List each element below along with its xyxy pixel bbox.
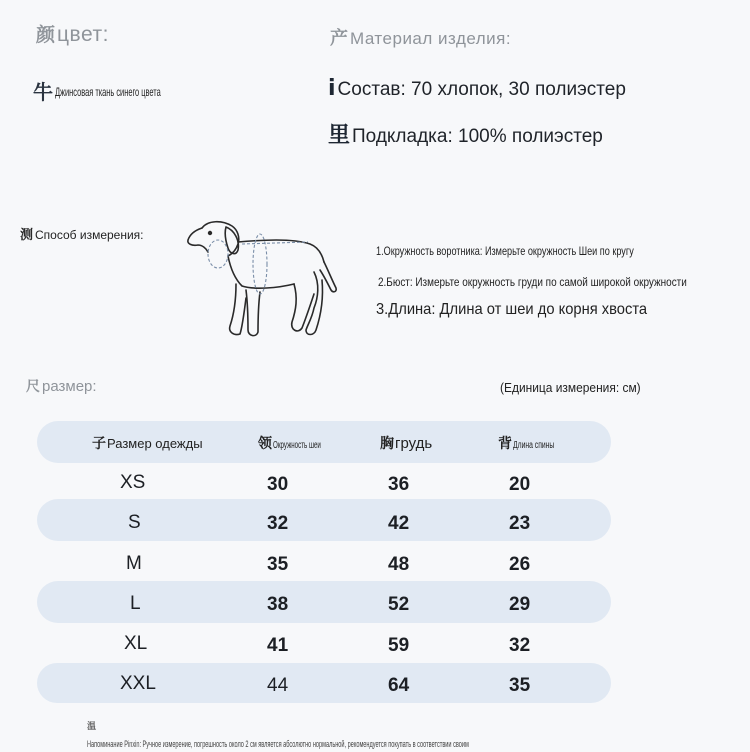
cell-neck: 41 <box>267 635 289 656</box>
color-item <box>33 76 225 105</box>
cell-size: XS <box>120 472 146 493</box>
measure-note-2: 2.Бюст: Измерьте окружность груди по самой широкой окружности <box>378 275 687 289</box>
color-item-text: Джинсовая ткань синего цвета <box>55 85 161 99</box>
color-heading-icon: 颜 <box>36 24 56 46</box>
cell-back: 23 <box>509 513 531 534</box>
composition-text: Состав: 70 хлопок, 30 полиэстер <box>337 79 626 100</box>
header-size: 子Размер одежды <box>92 436 203 452</box>
lining-icon: 里 <box>328 123 351 148</box>
header-back: 背Длина спины <box>498 436 555 452</box>
color-heading <box>36 20 109 47</box>
measure-note-3: 3.Длина: Длина от шеи до корня хвоста <box>376 301 648 318</box>
measure-heading-icon: 测 <box>20 228 34 243</box>
material-heading-icon: 产 <box>330 28 348 49</box>
footer-note <box>87 716 647 752</box>
cell-neck: 38 <box>267 594 289 615</box>
color-item-icon: 牛 <box>33 80 53 104</box>
size-heading <box>26 376 97 396</box>
cell-back: 26 <box>509 554 531 575</box>
composition-line <box>328 76 626 101</box>
cell-chest: 59 <box>388 635 410 656</box>
header-neck: 领Окружность шеи <box>258 436 321 452</box>
cell-chest: 52 <box>388 594 410 615</box>
cell-neck: 35 <box>267 554 289 575</box>
material-heading-title: Материал изделия: <box>350 29 512 48</box>
dog-illustration <box>182 214 342 344</box>
measure-heading <box>20 224 144 244</box>
composition-icon: i <box>328 76 336 101</box>
unit-note: (Единица измерения: см) <box>500 380 641 395</box>
material-heading <box>330 24 511 50</box>
color-heading-title: цвет: <box>57 23 109 46</box>
cell-size: M <box>126 553 142 574</box>
size-heading-icon: 尺 <box>26 379 40 395</box>
measure-note-1: 1.Окружность воротника: Измерьте окружность Шеи по кругу <box>376 244 634 258</box>
cell-chest: 64 <box>388 675 410 696</box>
cell-back: 32 <box>509 635 531 656</box>
cell-chest: 48 <box>388 554 410 575</box>
cell-neck: 44 <box>267 675 289 696</box>
footer-icon: 温 <box>87 722 97 732</box>
measure-heading-title: Способ измерения: <box>35 228 144 242</box>
cell-back: 20 <box>509 474 531 495</box>
size-heading-title: размер: <box>42 378 97 395</box>
header-chest: 胸грудь <box>380 435 433 452</box>
lining-line <box>328 118 603 149</box>
cell-back: 29 <box>509 594 531 615</box>
lining-text: Подкладка: 100% полиэстер <box>352 126 603 147</box>
cell-neck: 30 <box>267 474 289 495</box>
cell-size: S <box>128 512 141 533</box>
cell-neck: 32 <box>267 513 289 534</box>
cell-size: XL <box>124 633 148 654</box>
cell-chest: 36 <box>388 474 410 495</box>
cell-size: XXL <box>120 673 156 694</box>
cell-size: L <box>130 593 141 614</box>
footer-text: Напоминание Pinxin: Ручное измерение, погрешность около 2 см является абсолютно нормальной, рекомендуется покупать в соответствии своим <box>87 739 469 749</box>
cell-back: 35 <box>509 675 531 696</box>
cell-chest: 42 <box>388 513 410 534</box>
